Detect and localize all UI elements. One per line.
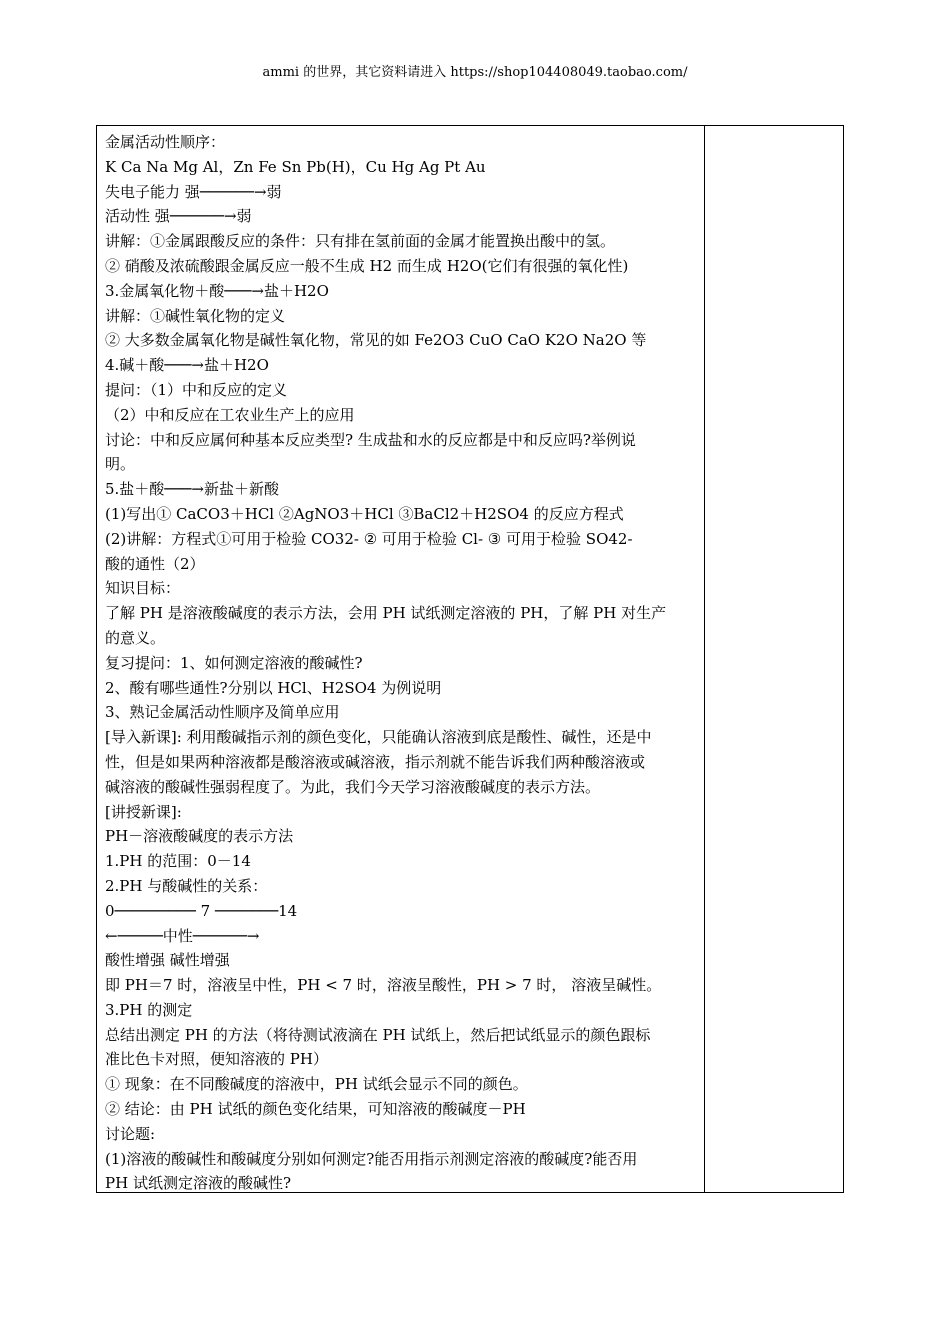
text-line: 酸的通性（2）	[105, 554, 205, 573]
text-line: 活动性 强──────→弱	[105, 207, 252, 226]
text-line: 2.PH 与酸碱性的关系：	[105, 876, 268, 895]
text-line: 即 PH＝7 时，溶液呈中性，PH < 7 时，溶液呈酸性，PH > 7 时， 溶液呈碱性。	[105, 976, 662, 995]
text-line: ② 大多数金属氧化物是碱性氧化物，常见的如 Fe2O3 CuO CaO K2O Na2O 等	[105, 331, 647, 350]
text-line: 金属活动性顺序：	[105, 133, 226, 151]
text-line: 酸性增强 碱性增强	[105, 951, 230, 970]
text-line: 的意义。	[105, 628, 166, 647]
text-line: PH－溶液酸碱度的表示方法	[105, 827, 294, 846]
text-line: K Ca Na Mg Al，Zn Fe Sn Pb(H)，Cu Hg Ag Pt Au	[105, 157, 486, 176]
text-line: ① 现象：在不同酸碱度的溶液中，PH 试纸会显示不同的颜色。	[105, 1075, 528, 1094]
text-line: PH 试纸测定溶液的酸碱性?	[105, 1174, 291, 1193]
text-line: 总结出测定 PH 的方法（将待测试液滴在 PH 试纸上，然后把试纸显示的颜色跟标	[105, 1025, 651, 1044]
text-line: 讲解：①碱性氧化物的定义	[105, 306, 286, 325]
page-header: ammi 的世界，其它资料请进入 https://shop104408049.taobao.com/	[262, 65, 688, 80]
text-line: 3.PH 的测定	[105, 1000, 193, 1019]
text-line: 1.PH 的范围：0－14	[105, 852, 251, 871]
text-line: 提问：（1）中和反应的定义	[105, 380, 288, 399]
text-line: 讨论题:	[105, 1124, 156, 1143]
text-line: （2）中和反应在工农业生产上的应用	[105, 405, 355, 424]
text-line: 碱溶液的酸碱性强弱程度了。为此，我们今天学习溶液酸碱度的表示方法。	[105, 777, 601, 796]
text-line: 知识目标：	[105, 579, 181, 598]
text-line: ② 结论：由 PH 试纸的颜色变化结果，可知溶液的酸碱度－PH	[105, 1100, 526, 1119]
text-line: 明。	[105, 455, 136, 474]
text-line: 讲解：①金属跟酸反应的条件：只有排在氢前面的金属才能置换出酸中的氢。	[105, 232, 616, 251]
text-line: [导入新课]: 利用酸碱指示剂的颜色变化，只能确认溶液到底是酸性、碱性，还是中	[105, 728, 652, 747]
text-line: 5.盐＋酸───→新盐＋新酸	[105, 480, 279, 499]
text-line: (1)写出① CaCO3＋HCl ②AgNO3＋HCl ③BaCl2＋H2SO4 的反应方程式	[105, 504, 624, 523]
text-line: 讨论：中和反应属何种基本反应类型? 生成盐和水的反应都是中和反应吗?举例说	[105, 430, 636, 449]
text-line: 准比色卡对照，便知溶液的 PH）	[105, 1050, 328, 1069]
text-line: 性，但是如果两种溶液都是酸溶液或碱溶液，指示剂就不能告诉我们两种酸溶液或	[105, 752, 646, 771]
text-line: 复习提问：1、如何测定溶液的酸碱性?	[105, 653, 363, 672]
text-line: 2、酸有哪些通性?分别以 HCl、H2SO4 为例说明	[105, 678, 442, 697]
text-line: 0───────── 7 ───────14	[105, 901, 298, 920]
lesson-content-cell	[105, 130, 697, 1196]
text-line: [讲授新课]:	[105, 802, 182, 821]
lesson-table	[96, 125, 844, 1193]
text-line: ② 硝酸及浓硫酸跟金属反应一般不生成 H2 而生成 H2O(它们有很强的氧化性)	[105, 256, 629, 275]
text-line: 3.金属氧化物＋酸───→盐＋H2O	[105, 281, 329, 300]
text-line: 了解 PH 是溶液酸碱度的表示方法，会用 PH 试纸测定溶液的 PH，了解 PH 对生产	[105, 604, 667, 623]
text-line: (1)溶液的酸碱性和酸碱度分别如何测定?能否用指示剂测定溶液的酸碱度?能否用	[105, 1149, 638, 1168]
text-line: 失电子能力 强──────→弱	[105, 182, 282, 201]
text-line: 4.碱＋酸───→盐＋H2O	[105, 356, 269, 375]
text-line: ←─────中性──────→	[105, 926, 260, 945]
notes-cell	[705, 126, 844, 1192]
text-line: (2)讲解：方程式①可用于检验 CO32- ② 可用于检验 Cl- ③ 可用于检验 SO42-	[105, 529, 633, 548]
text-line: 3、熟记金属活动性顺序及简单应用	[105, 703, 340, 722]
